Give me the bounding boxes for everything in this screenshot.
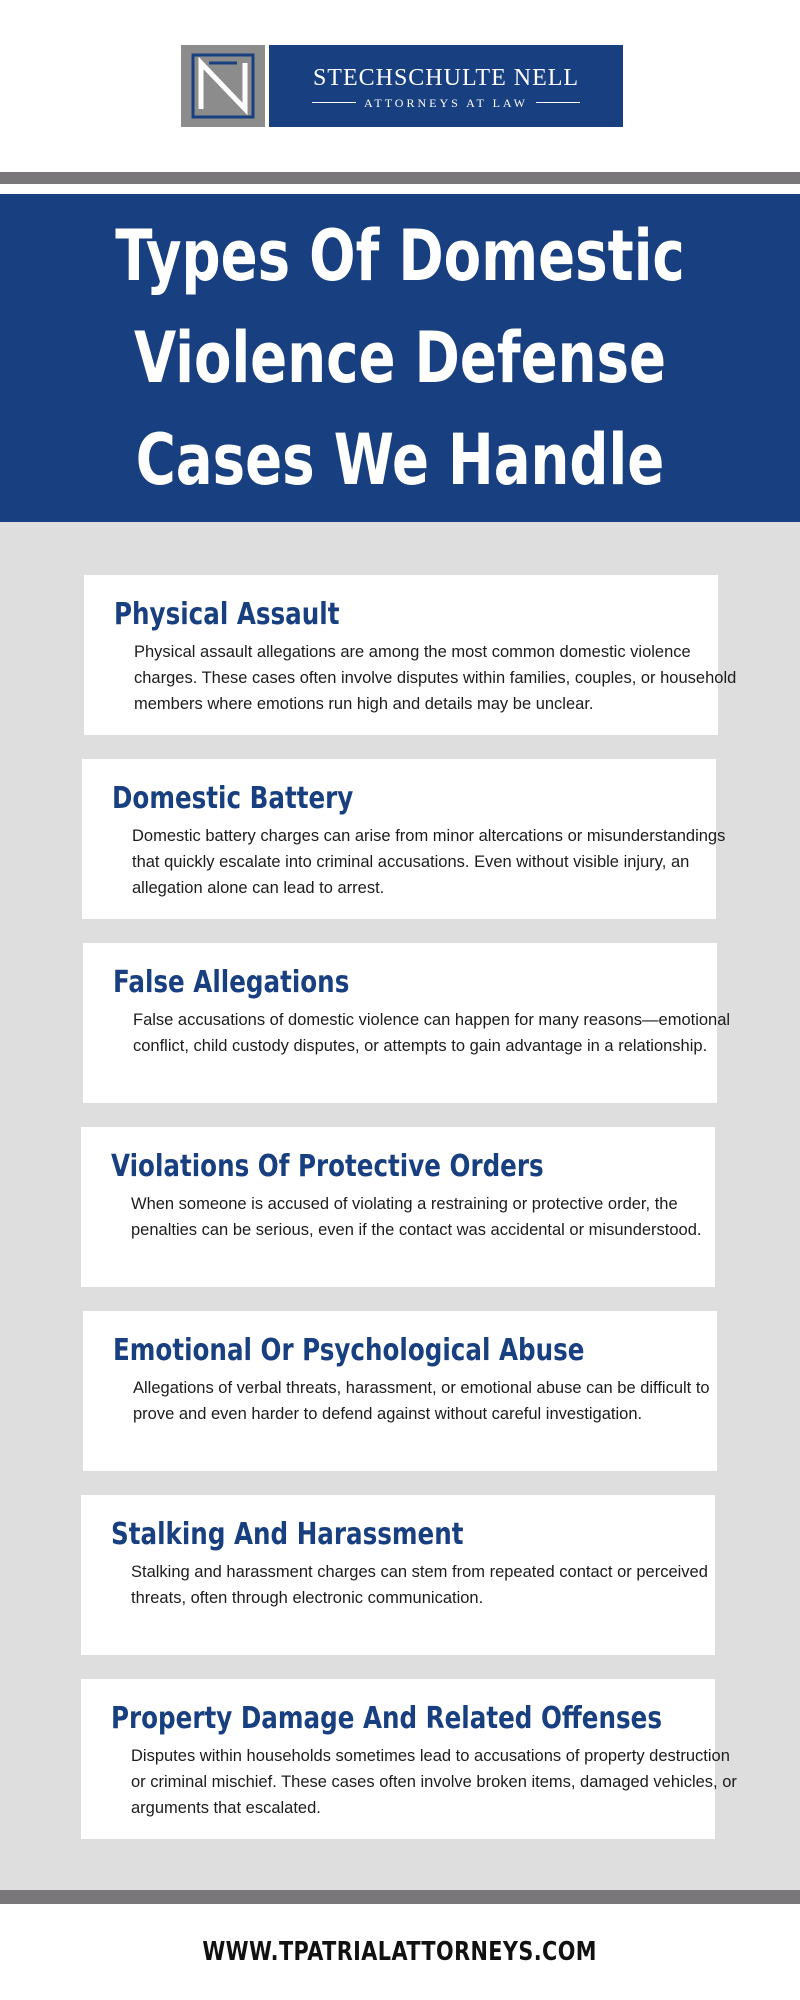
- top-divider: [0, 172, 800, 184]
- case-description: Physical assault allegations are among the most common domestic violence charges. These cases often involve disputes within families, couples, or household members where emotions run high and details may be unclear.: [134, 643, 737, 713]
- case-card-domestic-battery: [82, 759, 726, 919]
- case-description: Disputes within households sometimes lead to accusations of property destruction or criminal mischief. These cases often involve broken items, damaged vehicles, or arguments that escalated.: [131, 1747, 737, 1817]
- case-title: Violations Of Protective Orders: [111, 1149, 544, 1184]
- case-title: Physical Assault: [114, 597, 340, 632]
- sn-monogram-icon: [181, 45, 265, 127]
- page-title: Types Of Domestic Violence Defense Cases We Handle: [115, 215, 685, 501]
- firm-name: STECHSCHULTE NELL: [312, 64, 580, 91]
- case-title: Stalking And Harassment: [111, 1517, 464, 1552]
- top-divider-gap: [0, 184, 800, 194]
- case-description: Stalking and harassment charges can stem from repeated contact or perceived threats, often through electronic communication.: [131, 1563, 708, 1607]
- case-title: Domestic Battery: [112, 781, 354, 816]
- case-card-physical-assault: [84, 575, 737, 735]
- case-list: [0, 522, 800, 1890]
- tagline-rule-right: [536, 102, 580, 103]
- case-title: Emotional Or Psychological Abuse: [113, 1333, 585, 1368]
- bottom-divider: [0, 1890, 800, 1904]
- case-title: Property Damage And Related Offenses: [111, 1701, 662, 1736]
- case-description: False accusations of domestic violence can happen for many reasons—emotional conflict, child custody disputes, or attempts to gain advantage in a relationship.: [133, 1011, 731, 1055]
- case-card-protective-orders: [81, 1127, 715, 1287]
- case-description: Domestic battery charges can arise from minor altercations or misunderstandings that quickly escalate into criminal accusations. Even without visible injury, an allegation alone can lead to arrest.: [132, 827, 726, 897]
- header: [0, 0, 800, 172]
- tagline-rule-left: [312, 102, 356, 103]
- logo-wordmark: [269, 45, 623, 127]
- case-card-property-damage: [81, 1679, 737, 1839]
- footer: [0, 1904, 800, 2000]
- firm-tagline: ATTORNEYS AT LAW: [364, 95, 528, 110]
- case-description: When someone is accused of violating a restraining or protective order, the penalties can be serious, even if the contact was accidental or misunderstood.: [131, 1195, 702, 1239]
- case-title: False Allegations: [113, 965, 350, 1000]
- website-link[interactable]: WWW.TPATRIALATTORNEYS.COM: [202, 1937, 598, 1967]
- firm-logo[interactable]: [181, 45, 623, 127]
- case-description: Allegations of verbal threats, harassment, or emotional abuse can be difficult to prove and even harder to defend against without careful investigation.: [133, 1379, 710, 1423]
- tagline-row: [312, 96, 580, 110]
- title-banner: [0, 194, 800, 522]
- case-card-emotional-abuse: [83, 1311, 717, 1471]
- case-card-stalking: [81, 1495, 715, 1655]
- case-card-false-allegations: [83, 943, 731, 1103]
